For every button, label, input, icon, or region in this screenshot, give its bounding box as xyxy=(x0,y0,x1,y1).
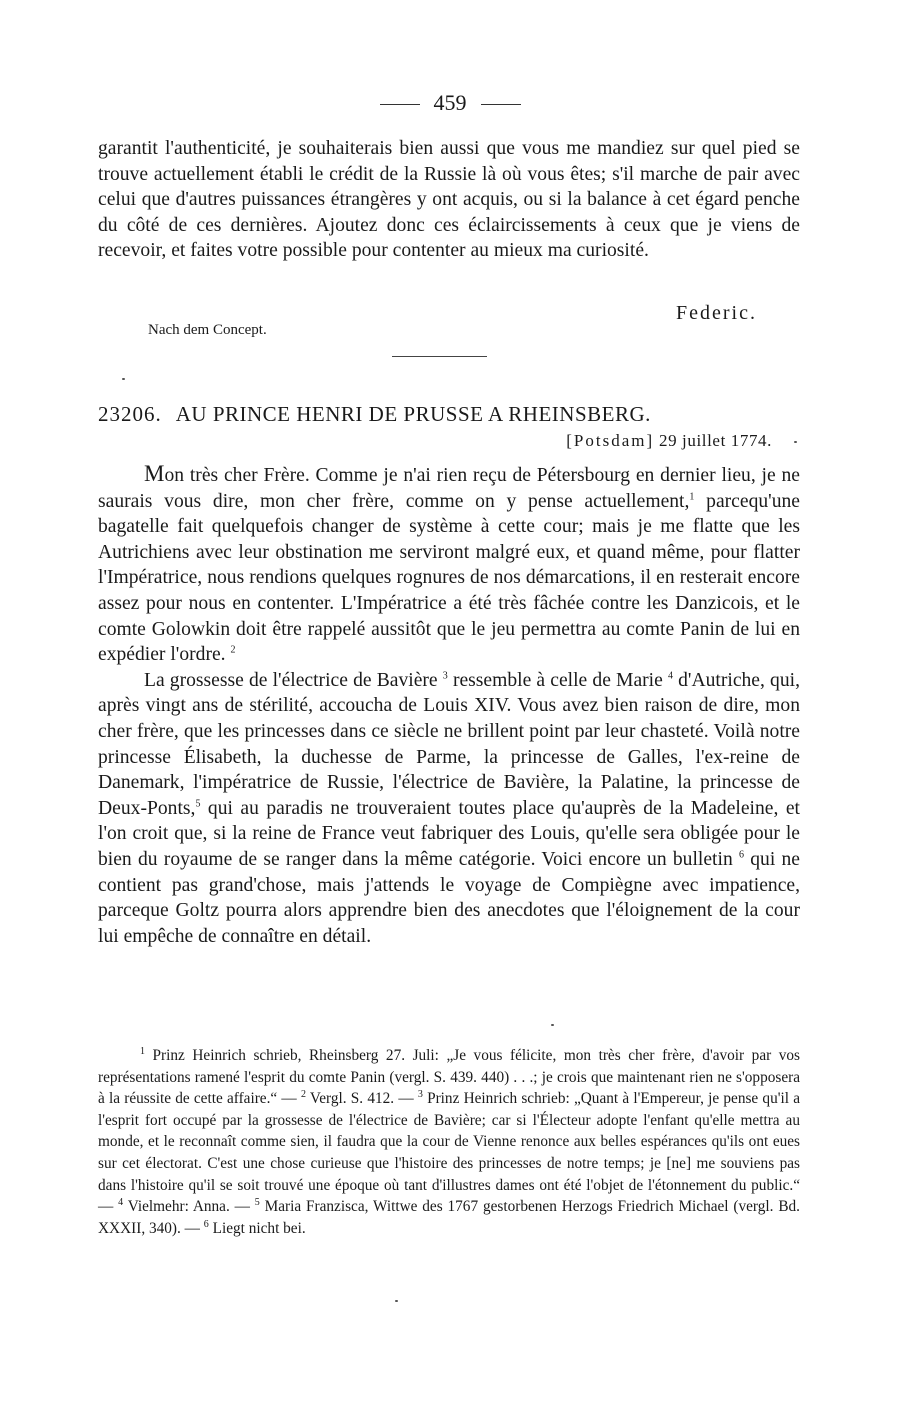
letter-separator xyxy=(392,356,487,357)
footnote-text: Vergl. S. 412. — xyxy=(305,1090,418,1108)
footnote-text: Prinz Heinrich schrieb, Rheinsberg 27. Juli: „Je vous félicite, mon très cher frère, d'avoir par vos représentations ramené l'esprit du comte Panin (vergl. S. 439. 440) . . .; je crois que maintenant rien ne s'opposera à la réussite de cette affaire.“ — xyxy=(98,1047,800,1108)
footnote-text: Liegt nicht bei. xyxy=(208,1219,306,1237)
scan-speck xyxy=(122,378,125,380)
footnote-mark: 4 xyxy=(118,1197,124,1209)
page-header xyxy=(0,90,900,116)
footnote-mark: 3 xyxy=(417,1089,423,1101)
source-note: Nach dem Concept. xyxy=(148,322,267,338)
letter-text: qui ne contient pas grand'chose, mais j'attends le voyage de Compiègne avec impatience, parceque Goltz pourra alors apprendre bien des anecdotes que l'éloignement de la cour lui empêche de connaître en détail. xyxy=(98,848,801,947)
header-rule-right xyxy=(481,104,521,105)
letter-number: 23206. xyxy=(98,402,162,426)
letter-text: d'Autriche, qui, après vingt ans de stérilité, accoucha de Louis XIV. Vous avez bien raison de dire, mon cher frère, que les princesses dans ce siècle ne brillent point par leur chasteté. Voilà notre princesse Élisabeth, la duchesse de Parme, la princesse de Galles, l'ex-reine de Danemark, l'impératrice de Russie, l'électrice de Bavière, la Palatine, la princesse de Deux-Ponts, xyxy=(98,669,800,819)
letter-dateline xyxy=(566,431,772,451)
letter-paragraph-2 xyxy=(98,668,800,950)
footnote-block xyxy=(98,1045,800,1239)
footnote-text: Prinz Heinrich schrieb: „Quant à l'Empereur, je pense qu'il a l'esprit fort occupé par la grossesse de l'électrice de Bavière; car si l'Électeur adopte l'enfant qu'elle mettra au monde, et le reconnaît comme sien, il faudra que la cour de Vienne renonce aux belles espérances qu'ils ont eues sur cet électorat. C'est une chose curieuse que l'histoire des princesses de notre temps; je [ne] me souviens pas dans l'histoire qu'il se soit trouvé une époque où tant d'illustres dames ont été l'objet de l'étonnement du public.“ — xyxy=(98,1090,800,1216)
letter-date: 29 juillet 1774. xyxy=(658,431,772,450)
footnote-mark: 5 xyxy=(254,1197,260,1209)
header-rule-left xyxy=(380,104,420,105)
letter-text: ressemble à celle de Marie xyxy=(447,669,663,691)
footnote-mark: 6 xyxy=(203,1218,209,1230)
footnote-ref: 5 xyxy=(195,798,201,810)
footnote-text: Vielmehr: Anna. — xyxy=(123,1198,255,1216)
letter-text: on très cher Frère. Comme je n'ai rien reçu de Pétersbourg en dernier lieu, je ne saurais vous dire, mon cher frère, comme on y pense actuellement, xyxy=(98,465,800,512)
footnote-ref: 3 xyxy=(442,670,448,682)
footnote-ref: 1 xyxy=(689,491,695,503)
signature: Federic. xyxy=(676,302,757,324)
footnote-ref: 2 xyxy=(230,644,236,656)
footnotes xyxy=(98,1045,800,1239)
footnote-mark: 2 xyxy=(300,1089,306,1101)
footnote-text: Maria Franzisca, Wittwe des 1767 gestorbenen Herzogs Friedrich Michael (vergl. Bd. XXXII, 340). — xyxy=(98,1198,800,1237)
letter-body xyxy=(98,461,800,949)
scan-speck xyxy=(794,441,797,443)
letter-place: [Potsdam] xyxy=(566,431,655,450)
scan-speck xyxy=(551,1024,554,1026)
footnote-mark: 1 xyxy=(140,1045,145,1057)
letter-paragraph-1 xyxy=(98,461,800,668)
scan-speck xyxy=(395,1300,398,1302)
continuation-text xyxy=(98,136,800,264)
footnote-ref: 6 xyxy=(739,849,744,861)
letter-text: qui au paradis ne trouveraient toutes place qu'auprès de la Madeleine, et l'on croit que, si la reine de France veut fabriquer des Louis, qu'elle sera obligée pour le bien du royaume de se ranger dans la même catégorie. Voici encore un bulletin xyxy=(98,797,800,870)
letter-text: parcequ'une bagatelle fait quelquefois changer de système à cette cour; mais je me flatte que les Autrichiens avec leur obstination me serviront malgré eux, et quand même, pour flatter l'Impératrice, nous rendions quelques rognures de nos démarcations, il en resterait encore assez pour nous en contenter. L'Impératrice a été très fâchée contre les Danzicois, et le comte Golowkin doit être rappelé aussitôt que le jeu permettra au comte Panin de lui en expédier l'ordre. xyxy=(98,490,800,666)
letter-heading xyxy=(98,402,800,427)
footnote-ref: 4 xyxy=(667,670,673,682)
continuation-paragraph: garantit l'authenticité, je souhaiterais bien aussi que vous me mandiez sur quel pied se trouve actuellement établi le crédit de la Russie là où vous êtes; s'il marche de pair avec celui que d'autres puissances étrangères y ont acquis, ou si la balance à cet égard penche du côté de ces dernières. Ajoutez donc ces éclaircissements à ceux que je viens de recevoir, et faites votre possible pour contenter au mieux ma curiosité. xyxy=(98,138,800,262)
page-number: 459 xyxy=(433,90,467,115)
letter-text: La grossesse de l'électrice de Bavière xyxy=(144,669,438,691)
initial-capital: M xyxy=(144,461,165,486)
letter-title: AU PRINCE HENRI DE PRUSSE A RHEINSBERG. xyxy=(175,402,651,426)
